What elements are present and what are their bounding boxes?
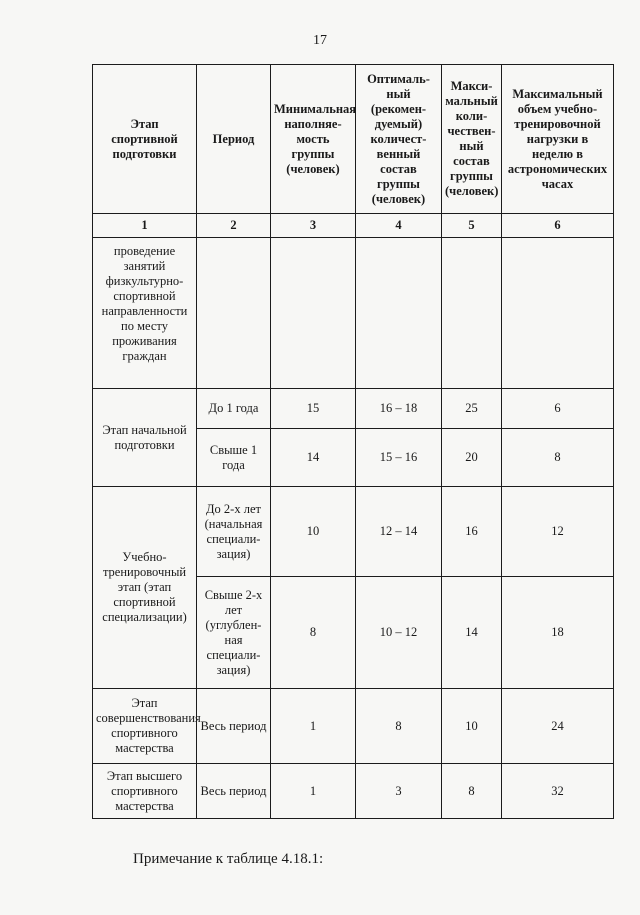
empty-cell (271, 238, 356, 389)
hours-cell: 6 (502, 389, 614, 429)
max-cell: 8 (442, 764, 502, 819)
min-cell: 14 (271, 429, 356, 487)
max-cell: 25 (442, 389, 502, 429)
max-cell: 10 (442, 689, 502, 764)
period-cell: Свыше 2-х лет (углублен-ная специали-зация) (197, 577, 271, 689)
table-row-initial-1 (93, 389, 614, 429)
period-cell: Свыше 1 года (197, 429, 271, 487)
table-row-higher (93, 764, 614, 819)
min-cell: 10 (271, 487, 356, 577)
header-period: Период (197, 65, 271, 214)
page-number: 17 (313, 33, 327, 48)
header-stage: Этап спортивной подготовки (93, 65, 197, 214)
column-number: 5 (442, 214, 502, 238)
header-optimal-size: Оптималь-ный (рекомен-дуемый) количест-венный состав группы (человек) (356, 65, 442, 214)
hours-cell: 12 (502, 487, 614, 577)
empty-cell (502, 238, 614, 389)
empty-cell (442, 238, 502, 389)
header-max-size: Макси-мальный коли-чествен-ный состав группы (человек) (442, 65, 502, 214)
min-cell: 8 (271, 577, 356, 689)
hours-cell: 24 (502, 689, 614, 764)
column-number: 6 (502, 214, 614, 238)
opt-cell: 10 – 12 (356, 577, 442, 689)
period-cell: До 2-х лет (начальная специали-зация) (197, 487, 271, 577)
period-cell: Весь период (197, 764, 271, 819)
column-number: 1 (93, 214, 197, 238)
stage-cell: Этап высшего спортивного мастерства (93, 764, 197, 819)
column-number: 3 (271, 214, 356, 238)
table-row-community (93, 238, 614, 389)
stage-cell: Учебно-тренировочный этап (этап спортивной специализации) (93, 487, 197, 689)
empty-cell (356, 238, 442, 389)
max-cell: 20 (442, 429, 502, 487)
period-cell: До 1 года (197, 389, 271, 429)
empty-cell (197, 238, 271, 389)
header-max-hours: Максимальный объем учебно-тренировочной нагрузки в неделю в астрономических часах (502, 65, 614, 214)
max-cell: 16 (442, 487, 502, 577)
opt-cell: 3 (356, 764, 442, 819)
period-cell: Весь период (197, 689, 271, 764)
min-cell: 1 (271, 764, 356, 819)
opt-cell: 12 – 14 (356, 487, 442, 577)
sports-training-table (92, 64, 614, 819)
table-row-training-1 (93, 487, 614, 577)
hours-cell: 8 (502, 429, 614, 487)
column-number-row (93, 214, 614, 238)
min-cell: 1 (271, 689, 356, 764)
column-number: 4 (356, 214, 442, 238)
hours-cell: 18 (502, 577, 614, 689)
hours-cell: 32 (502, 764, 614, 819)
opt-cell: 15 – 16 (356, 429, 442, 487)
max-cell: 14 (442, 577, 502, 689)
min-cell: 15 (271, 389, 356, 429)
table-note: Примечание к таблице 4.18.1: (133, 851, 324, 867)
table-row-improvement (93, 689, 614, 764)
column-number: 2 (197, 214, 271, 238)
stage-cell: Этап совершенствования спортивного мастерства (93, 689, 197, 764)
header-min-size: Минимальная наполняе-мость группы (человек) (271, 65, 356, 214)
opt-cell: 8 (356, 689, 442, 764)
opt-cell: 16 – 18 (356, 389, 442, 429)
stage-cell: Этап начальной подготовки (93, 389, 197, 487)
header-row (93, 65, 614, 214)
stage-cell: проведение занятий физкультурно-спортивной направленности по месту проживания граждан (93, 238, 197, 389)
